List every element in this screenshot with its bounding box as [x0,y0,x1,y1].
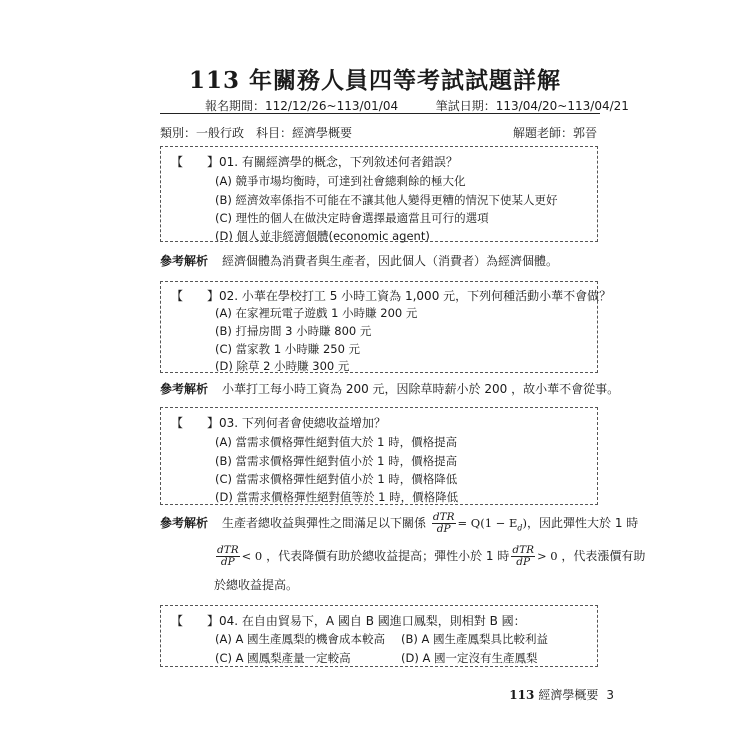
footer-year: 113 [509,688,535,702]
option-d: (D) 當需求價格彈性絕對值等於 1 時，價格降低 [215,490,459,504]
footer-subject: 經濟學概要 [538,688,599,702]
answer-text-line1a: 生產者總收益與彈性之間滿足以下關係 [222,516,427,530]
option-b: (B) 打掃房間 3 小時賺 800 元 [215,324,372,338]
registration-period: 報名期間：112/12/26~113/01/04 [205,99,399,113]
page-number: 3 [606,688,614,702]
option-a: (A) 競爭市場均衡時，可達到社會總剩餘的極大化 [215,174,466,188]
answer-label: 參考解析 [160,516,209,530]
option-d: (D) 除草 2 小時賺 300 元 [215,359,350,373]
answer-text: 經濟個體為消費者與生產者，因此個人（消費者）為經濟個體。 [222,254,559,268]
fraction-dtr-dp: $\frac{\text{dTR}}{dP}$ [432,511,455,535]
page-title: 113 年關務人員四等考試試題詳解 [188,67,562,94]
exam-date: 筆試日期：113/04/20~113/04/21 [435,99,629,113]
option-d: (D) 個人並非經濟個體(economic agent) [215,229,430,243]
page-footer [509,686,614,703]
question-stem: 【 】03. 下列何者會使總收益增加？ [171,416,386,430]
option-c: (C) A 國鳳梨產量一定較高 [215,651,351,665]
option-b: (B) 當需求價格彈性絕對值小於 1 時，價格提高 [215,454,458,468]
option-b: (B) A 國生產鳳梨具比較利益 [401,632,549,646]
greater-than-zero: > 0 [536,549,558,563]
option-a: (A) A 國生產鳳梨的機會成本較高 [215,632,386,646]
question-box-3 [160,407,598,505]
header-rule [160,113,600,114]
exam-dates [205,97,633,114]
option-c: (C) 當家教 1 小時賺 250 元 [215,342,361,356]
question-stem: 【 】04. 在自由貿易下，A 國自 B 國進口鳳梨，則相對 B 國： [171,614,526,628]
option-d: (D) A 國一定沒有生產鳳梨 [401,651,538,665]
answer-text: 小華打工每小時工資為 200 元，因除草時薪小於 200 ，故小華不會從事。 [222,382,620,396]
option-c: (C) 理性的個人在做決定時會選擇最適當且可行的選項 [215,211,489,225]
less-than-zero: < 0 [241,549,263,563]
question-box-2 [160,281,612,373]
question-box-4 [160,605,598,667]
option-a: (A) 在家裡玩電子遊戲 1 小時賺 200 元 [215,306,418,320]
option-c: (C) 當需求價格彈性絕對值小於 1 時，價格降低 [215,472,458,486]
answer-explanation-1 [160,252,558,269]
answer-explanation-2 [160,380,619,397]
answer-text-line1b: ，因此彈性大於 1 時 [527,516,639,530]
option-b: (B) 經濟效率係指不可能在不讓其他人變得更糟的情況下使某人更好 [215,193,558,207]
question-stem: 【 】02. 小華在學校打工 5 小時工資為 1,000 元，下列何種活動小華不會做？ [171,289,612,303]
option-a: (A) 當需求價格彈性絕對值大於 1 時，價格提高 [215,435,458,449]
answer-label: 參考解析 [160,254,209,268]
answer-explanation-3 [160,512,638,535]
question-box-1 [160,146,598,242]
category-subject: 類別：一般行政 科目：經濟學概要 [160,126,353,140]
answer-text-line2b: ，代表漲價有助 [561,549,646,563]
answer-text-line3: 於總收益提高。 [214,578,299,592]
answer-label: 參考解析 [160,382,209,396]
equation-rhs: = $Q(1 - E_d)$ [457,516,527,533]
question-stem: 【 】01. 有關經濟學的概念，下列敘述何者錯誤？ [171,155,458,169]
fraction-dtr-dp: $\frac{\text{dTR}}{dP}$ [217,544,239,568]
answer-explanation-3-line2 [214,545,645,568]
fraction-dtr-dp: $\frac{\text{dTR}}{dP}$ [512,544,534,568]
answer-text-line2a: ，代表降價有助於總收益提高；彈性小於 1 時 [266,549,510,563]
teacher-name: 解題老師：郭晉 [512,126,597,140]
